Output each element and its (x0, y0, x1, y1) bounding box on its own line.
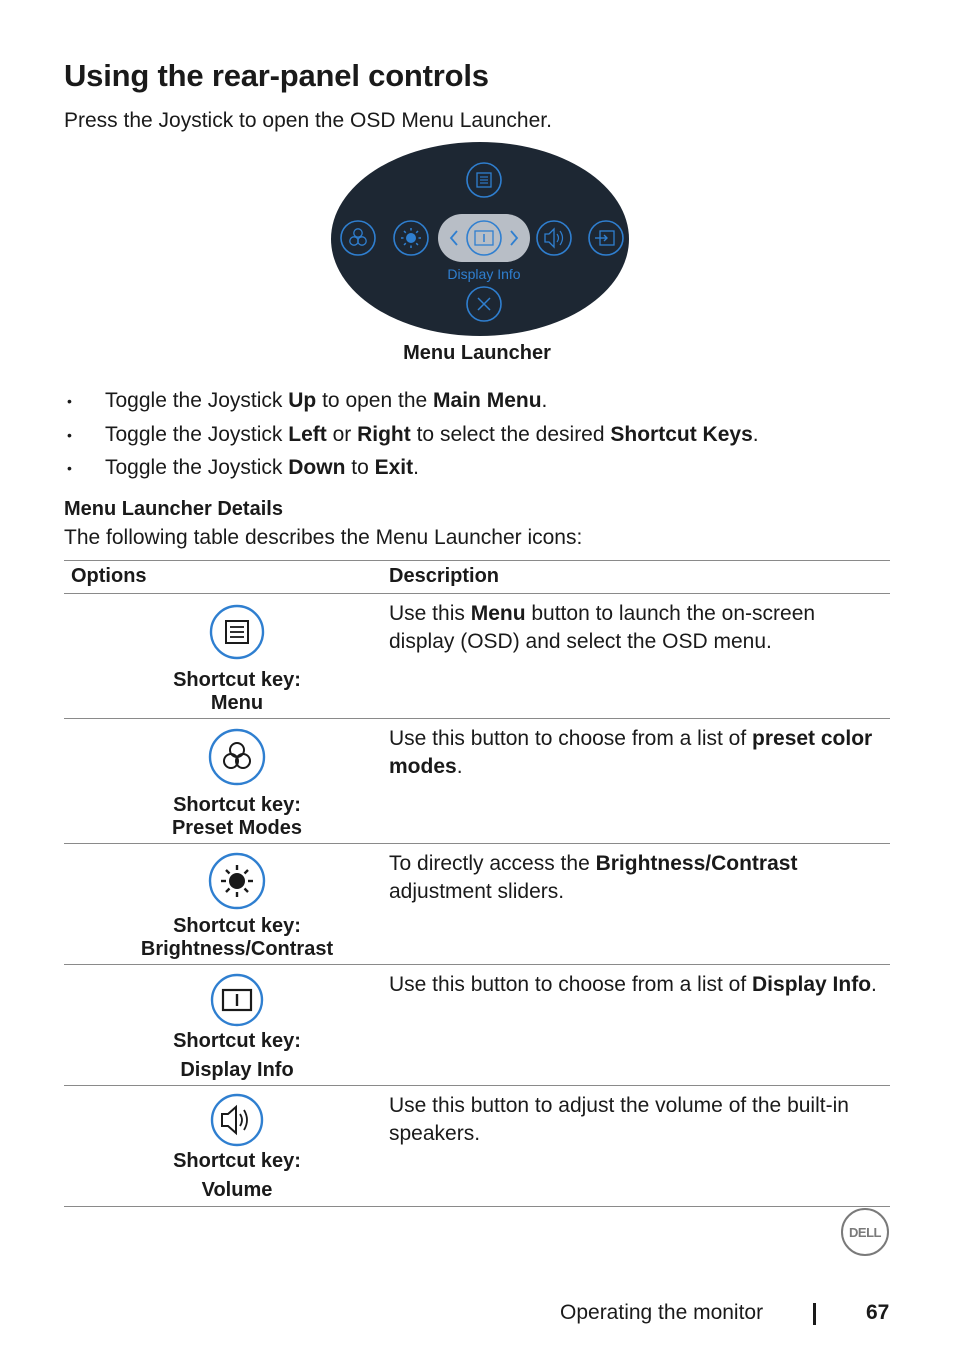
launcher-selected-label: Display Info (447, 266, 521, 282)
row-description: To directly access the Brightness/Contrast adjustment sliders. (389, 852, 798, 903)
launcher-display-info-selected (438, 214, 530, 262)
launcher-caption: Menu Launcher (403, 342, 551, 364)
dell-logo-icon (840, 1207, 890, 1257)
shortcut-label: Shortcut key: (173, 1150, 301, 1172)
bullet-dot: • (67, 393, 72, 409)
footer-section-title: Operating the monitor (560, 1301, 764, 1324)
section-heading: Menu Launcher Details (64, 498, 283, 520)
shortcut-name: Preset Modes (171, 817, 303, 839)
launcher-input-source-icon (589, 221, 623, 255)
row-description: Use this Menu button to launch the on-screen display (OSD) and select the OSD menu. (389, 602, 816, 653)
intro-text: Press the Joystick to open the OSD Menu Launcher. (64, 109, 552, 132)
launcher-menu-icon (467, 163, 501, 197)
brightness-contrast-icon (207, 851, 267, 911)
shortcut-label: Shortcut key: (173, 915, 301, 937)
table-row (64, 719, 890, 844)
list-item: • Toggle the Joystick Left or Right to select the desired Shortcut Keys. (64, 420, 884, 454)
page-number: 67 (866, 1301, 890, 1324)
launcher-brightness-contrast-icon (394, 221, 428, 255)
section-text: The following table describes the Menu Launcher icons: (64, 526, 583, 549)
launcher-preset-modes-icon (341, 221, 375, 255)
table-row (64, 1086, 890, 1207)
launcher-exit-icon (467, 287, 501, 321)
header-options: Options (71, 565, 147, 587)
shortcut-name: Display Info (180, 1059, 294, 1081)
instruction-list (64, 386, 884, 487)
bullet-dot: • (67, 426, 72, 443)
table-row (64, 594, 890, 719)
header-description: Description (389, 565, 500, 587)
list-item: • Toggle the Joystick Down to Exit. (64, 453, 884, 487)
bullet-dot: • (67, 460, 72, 476)
page-title: Using the rear-panel controls (64, 58, 489, 93)
launcher-icons-table (64, 560, 890, 1207)
footer-divider (813, 1303, 816, 1325)
table-header (64, 560, 890, 594)
table-row (64, 844, 890, 965)
row-description: Use this button to adjust the volume of the built-in speakers. (389, 1094, 849, 1145)
display-info-icon (209, 971, 265, 1029)
shortcut-name: Brightness/Contrast (140, 938, 334, 960)
list-item: • Toggle the Joystick Up to open the Main Menu. (64, 386, 884, 420)
shortcut-label: Shortcut key: (173, 1030, 301, 1052)
svg-text:DELL: DELL (849, 1225, 881, 1240)
menu-icon (209, 602, 265, 662)
table-row (64, 965, 890, 1086)
shortcut-name: Menu (210, 692, 264, 714)
launcher-volume-icon (537, 221, 571, 255)
menu-launcher-graphic (331, 142, 629, 336)
volume-icon (209, 1091, 265, 1149)
row-description: Use this button to choose from a list of Display Info. (389, 973, 877, 996)
shortcut-label: Shortcut key: (173, 794, 301, 816)
preset-modes-icon (207, 727, 267, 787)
row-description: Use this button to choose from a list of preset color modes. (389, 727, 873, 778)
shortcut-label: Shortcut key: (173, 669, 301, 691)
shortcut-name: Volume (201, 1179, 273, 1201)
